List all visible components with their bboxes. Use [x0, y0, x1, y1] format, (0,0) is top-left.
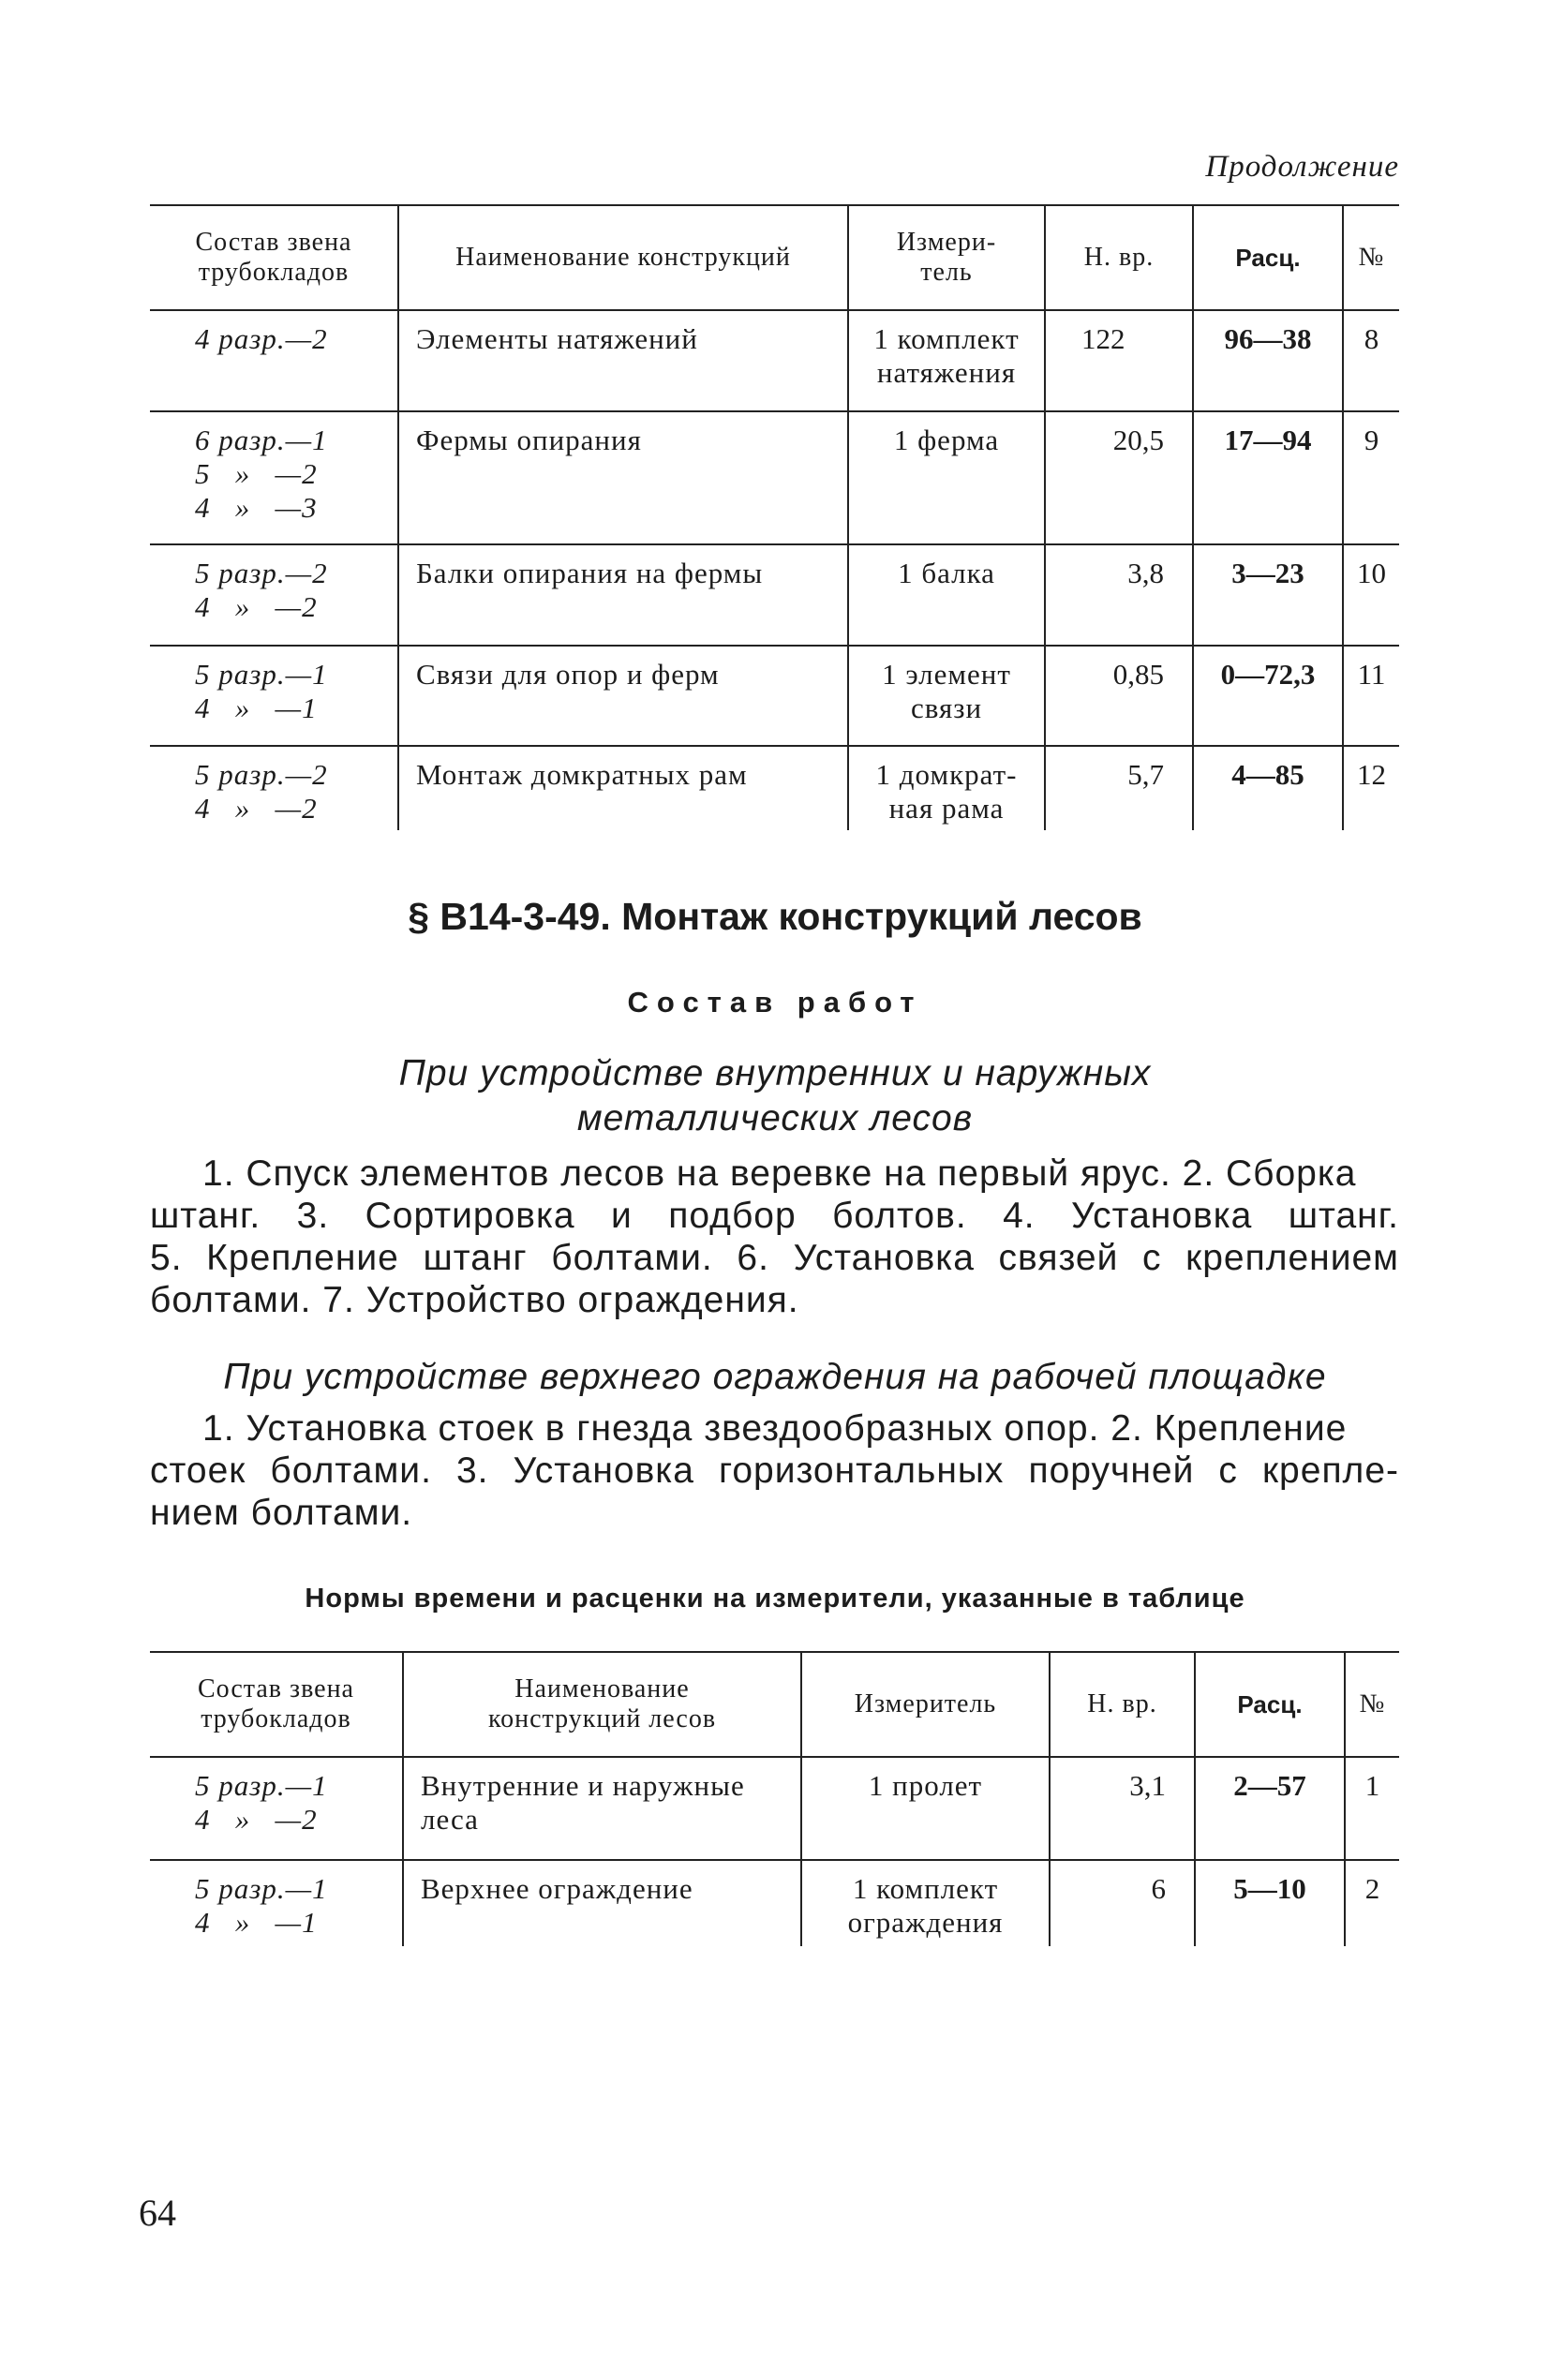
unit-cell: 1 домкрат-ная рама [848, 746, 1045, 830]
rate-cell: 3—23 [1193, 544, 1343, 646]
section-title: § В14-3-49. Монтаж конструкций лесов [408, 895, 1142, 938]
crew-cell: 6 разр.—1 5 » —2 4 » —3 [150, 411, 398, 544]
norm-cell: 6 [1050, 1860, 1195, 1946]
table-header-row [150, 1652, 1399, 1757]
row-number-cell: 10 [1357, 557, 1386, 589]
unit-cell: 1 элемент связи [848, 646, 1045, 746]
unit-cell: 1 ферма [848, 411, 1045, 544]
norm-cell: 3,1 [1050, 1757, 1195, 1860]
paragraph-line: болтами. 7. Устройство ограждения. [150, 1280, 799, 1320]
paragraph-line: 1. Установка стоек в гнезда звездообразных опор. 2. Крепление [202, 1408, 1348, 1449]
norms-table-2 [150, 1651, 1399, 1946]
col-header-crew: Состав звена трубокладов [150, 1652, 403, 1757]
col-header-unit: Измери-тель [848, 205, 1045, 310]
unit-cell: 1 комплект ограждения [801, 1860, 1050, 1946]
norm-cell: 5,7 [1045, 746, 1193, 830]
unit-cell: 1 комплект натяжения [848, 310, 1045, 411]
unit-cell: 1 балка [848, 544, 1045, 646]
construction-cell: Внутренние и наружные леса [403, 1757, 801, 1860]
subheading-line: При устройстве внутренних и наружных [398, 1053, 1152, 1093]
construction-cell: Балки опирания на фермы [398, 544, 848, 646]
paragraph-line: 5. Крепление штанг болтами. 6. Установка связей с креплением [150, 1238, 1399, 1278]
rate-cell: 5—10 [1195, 1860, 1345, 1946]
table-row [150, 310, 1399, 411]
col-header-norm: Н. вр. [1050, 1652, 1195, 1757]
col-header-name: Наименование конструкций лесов [403, 1652, 801, 1757]
table-row [150, 646, 1399, 746]
table-header-row [150, 205, 1399, 310]
table-caption: Нормы времени и расценки на измерители, указанные в таблице [305, 1584, 1245, 1614]
col-header-norm: Н. вр. [1045, 205, 1193, 310]
subheading-scaffolding [0, 1051, 1550, 1141]
norm-cell: 122 [1045, 310, 1193, 411]
row-number-cell: 12 [1357, 758, 1386, 791]
subheading-line: металлических лесов [576, 1098, 974, 1138]
paragraph-line: нием болтами. [150, 1493, 413, 1533]
norm-cell: 20,5 [1045, 411, 1193, 544]
crew-cell: 5 разр.—2 4 » —2 [150, 746, 398, 830]
work-steps-paragraph-2 [150, 1407, 1399, 1534]
construction-cell: Связи для опор и ферм [398, 646, 848, 746]
col-header-crew: Состав звена трубокладов [150, 205, 398, 310]
construction-cell: Фермы опирания [398, 411, 848, 544]
rate-cell: 2—57 [1195, 1757, 1345, 1860]
col-header-name: Наименование конструкций [398, 205, 848, 310]
construction-cell: Монтаж домкратных рам [398, 746, 848, 830]
subheading-upper-fence: При устройстве верхнего ограждения на рабочей площадке [223, 1357, 1327, 1397]
row-number-cell: 9 [1364, 424, 1379, 456]
norm-cell: 3,8 [1045, 544, 1193, 646]
col-header-num: № [1359, 1689, 1386, 1718]
norms-table-1 [150, 204, 1399, 830]
page-number: 64 [139, 2192, 176, 2234]
table-row [150, 411, 1399, 544]
crew-cell: 4 разр.—2 [150, 310, 398, 411]
col-header-rate: Расц. [1195, 1652, 1345, 1757]
norm-cell: 0,85 [1045, 646, 1193, 746]
continuation-label: Продолжение [1205, 150, 1399, 184]
paragraph-line: штанг. 3. Сортировка и подбор болтов. 4. Установка штанг. [150, 1196, 1399, 1236]
row-number-cell: 8 [1364, 322, 1379, 355]
table-row [150, 544, 1399, 646]
col-header-rate: Расц. [1193, 205, 1343, 310]
rate-cell: 96—38 [1193, 310, 1343, 411]
rate-cell: 17—94 [1193, 411, 1343, 544]
construction-cell: Элементы натяжений [398, 310, 848, 411]
row-number-cell: 11 [1357, 658, 1386, 691]
crew-cell: 5 разр.—1 4 » —2 [150, 1757, 403, 1860]
work-composition-heading: Состав работ [627, 986, 923, 1019]
work-steps-paragraph-1 [150, 1153, 1399, 1321]
crew-cell: 5 разр.—2 4 » —2 [150, 544, 398, 646]
table-row [150, 1757, 1399, 1860]
crew-cell: 5 разр.—1 4 » —1 [150, 1860, 403, 1946]
row-number-cell: 2 [1364, 1872, 1380, 1905]
row-number-cell: 1 [1364, 1769, 1380, 1802]
paragraph-line: стоек болтами. 3. Установка горизонтальных поручней с крепле- [150, 1450, 1399, 1491]
unit-cell: 1 пролет [801, 1757, 1050, 1860]
table-row [150, 1860, 1399, 1946]
paragraph-line: 1. Спуск элементов лесов на веревке на первый ярус. 2. Сборка [202, 1153, 1357, 1194]
table-row [150, 746, 1399, 830]
construction-cell: Верхнее ограждение [403, 1860, 801, 1946]
col-header-num: № [1358, 243, 1385, 272]
rate-cell: 4—85 [1193, 746, 1343, 830]
rate-cell: 0—72,3 [1193, 646, 1343, 746]
crew-cell: 5 разр.—1 4 » —1 [150, 646, 398, 746]
col-header-unit: Измеритель [801, 1652, 1050, 1757]
